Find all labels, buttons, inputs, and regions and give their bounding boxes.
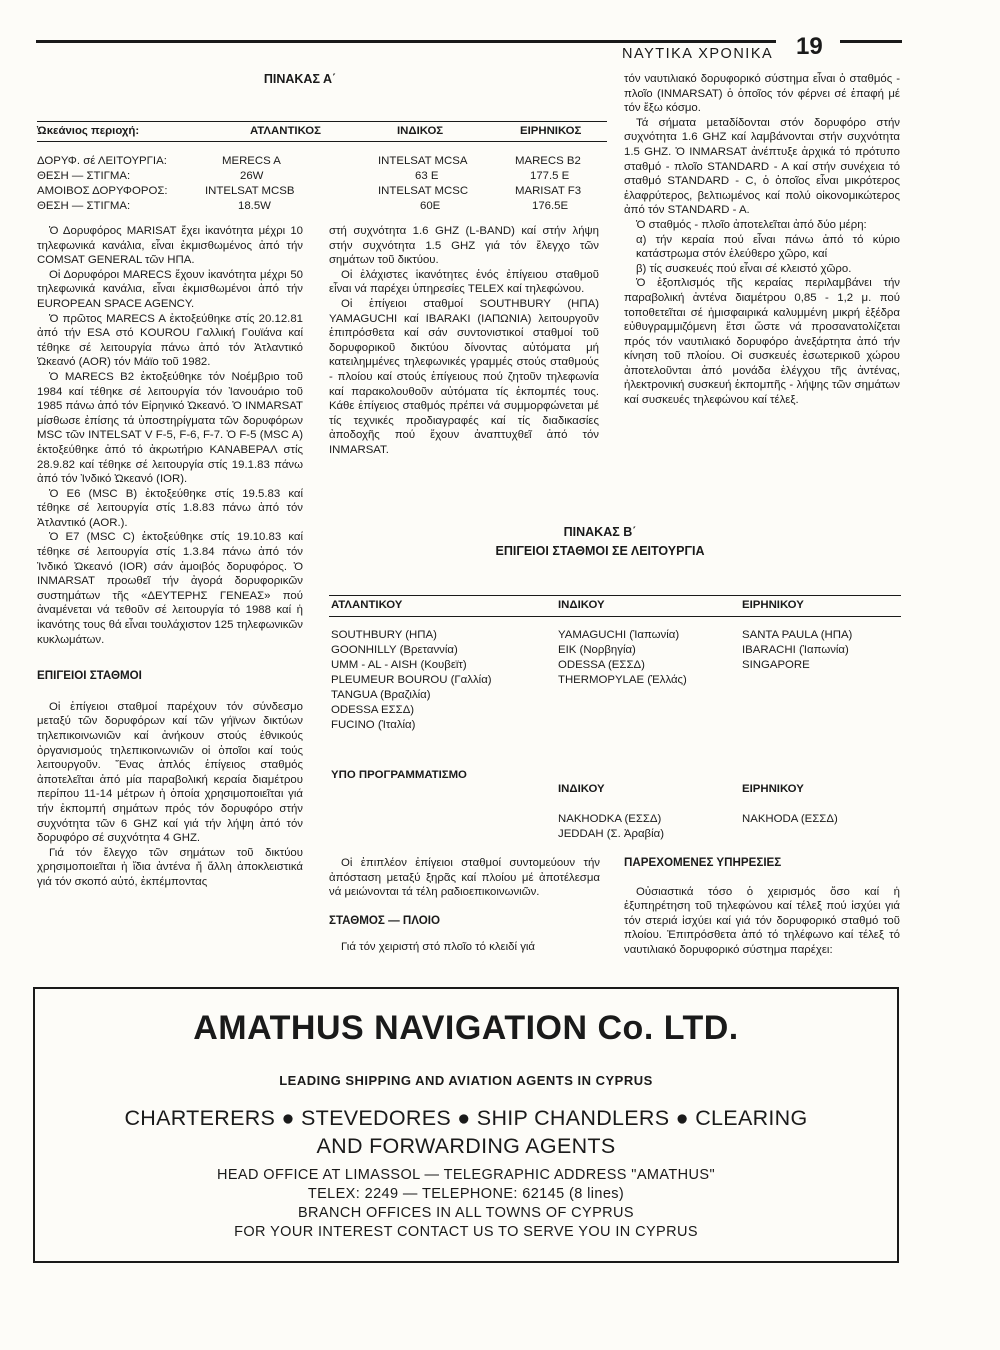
table-a-cell: 176.5E xyxy=(532,200,569,212)
table-a-cell: INTELSAT MCSA xyxy=(378,155,468,167)
table-a-cell: 63 E xyxy=(415,170,439,182)
paragraph: Ὁ πρῶτος MARECS A ἐκτοξεύθηκε στίς 20.12.81 ἀπό τήν ESA στό KOUROU Γαλλική Γουϊάνα καί τέθηκε σέ λειτουργία πάνω ἀπό τόν Ἀτλαντικό Ὠκεανό (AOR) τόν Μάϊο τοῦ 1982. xyxy=(37,312,303,369)
article-column-3 xyxy=(624,72,900,408)
table-a-cell: MARECS B2 xyxy=(515,155,581,167)
paragraph: Γιά τόν ἔλεγχο τῶν σημάτων τοῦ δικτύου χρησιμοποιεῖται ἡ ἴδια ἀντένα ἤ ἄλλη ἀποκλειστικά γιά τόν σκοπό αὐτό, ἐκπέμποντας xyxy=(37,846,303,888)
ad-head-office: HEAD OFFICE AT LIMASSOL — TELEGRAPHIC ADDRESS "AMATHUS" xyxy=(216,1167,715,1183)
table-b-col-pacific: ΕΙΡΗΝΙΚΟΥ xyxy=(742,599,804,611)
page-number: 19 xyxy=(796,33,823,60)
paragraph: Ὁ E6 (MSC B) ἐκτοξεύθηκε στίς 19.5.83 καί τέθηκε σέ λειτουργία στίς 1.8.83 πάνω ἀπό τόν Ἀτλαντικό (AOR.). xyxy=(37,487,303,529)
table-b-subtitle: ΕΠΙΓΕΙΟΙ ΣΤΑΘΜΟΙ ΣΕ ΛΕΙΤΟΥΡΓΙΑ xyxy=(495,544,705,558)
table-a-rule-mid xyxy=(37,141,607,142)
planned-indian-station: NAKHODKA (ΕΣΣΔ) xyxy=(558,813,662,825)
table-a-rule-top xyxy=(37,121,607,122)
atlantic-station: UMM - AL - AISH (Κουβεϊτ) xyxy=(331,659,467,671)
table-a-col-region: Ὠκεάνιος περιοχή: xyxy=(37,125,140,137)
planned-col-pacific: ΕΙΡΗΝΙΚΟΥ xyxy=(742,783,804,795)
ad-branch-offices: BRANCH OFFICES IN ALL TOWNS OF CYPRUS xyxy=(297,1205,634,1221)
paragraph: Οἱ ἐλάχιστες ἱκανότητες ἑνός ἐπίγειου σταθμοῦ εἶναι νά παρέχει ὑπηρεσίες TELEX καί τηλεφώνου. xyxy=(329,268,599,296)
table-a-cell: ΘΕΣΗ — ΣΤΙΓΜΑ: xyxy=(37,200,131,212)
article-column-2 xyxy=(329,224,599,458)
paragraph: Ὁ σταθμός - πλοῖο ἀποτελεῖται ἀπό δύο μέρη: xyxy=(636,218,867,231)
paragraph: Οἱ ἐπιπλέον ἐπίγειοι σταθμοί συντομεύουν τήν ἀπόσταση μεταξύ ξηρᾶς καί πλοίου μέ ἀποτέλεσμα νά μειώνονται τά τέλη ραδιοεπικοινωνιῶν. xyxy=(329,857,600,899)
magazine-name: ΝΑΥΤΙΚΑ ΧΡΟΝΙΚΑ xyxy=(622,46,774,62)
ad-services: CHARTERERS ● STEVEDORES ● SHIP CHANDLERS ● CLEARING xyxy=(124,1106,808,1130)
table-a-cell: 60E xyxy=(420,200,441,212)
atlantic-station: FUCINO (Ἰταλία) xyxy=(331,719,416,731)
table-a-col-pacific: ΕΙΡΗΝΙΚΟΣ xyxy=(520,125,582,137)
lower-right-column xyxy=(624,856,900,958)
table-a-col-indian: ΙΝΔΙΚΟΣ xyxy=(397,125,444,137)
table-a-cell: INTELSAT MCSB xyxy=(205,185,295,197)
table-b-title: ΠΙΝΑΚΑΣ Β΄ xyxy=(563,525,637,539)
table-a-cell: 26W xyxy=(240,170,264,182)
list-item: α) τήν κεραία πού εἶναι πάνω ἀπό τό κύριο κατάστρωμα στόν ἐλεύθερο χῶρο, καί xyxy=(636,233,900,261)
table-a-cell: INTELSAT MCSC xyxy=(378,185,469,197)
paragraph: στή συχνότητα 1.6 GHZ (L-BAND) καί στήν λήψη στήν συχνότητα 1.5 GHZ γιά τόν ἔλεγχο τῶν σημάτων τοῦ δικτύου. xyxy=(329,225,599,267)
paragraph: Οἱ ἐπίγειοι σταθμοί SOUTHBURY (ΗΠΑ) YAMAGUCHI καί IBARAKI (ΙΑΠΩΝΙΑ) λειτουργοῦν ἐπιπρόσθετα καί σάν συντονιστικοί σταθμοί τοῦ δορυφορικοῦ δικτύου δίνοντας αὐτόματα μή κατειλημμένες τηλεφωνικές γραμμές στούς σταθμούς - πλοίου καί στούς ἐπίγειους πού ζητοῦν τηλεφωνία καί παρακολουθοῦν αὐτόματα τίς ἐκπομπές τους. Κάθε ἐπίγειος σταθμός πρέπει νά συμμορφώνεται μέ τίς τεχνικές προδιαγραφές καί τίς διαδικασίες ἀποδοχῆς πού ἔχουν ἀναπτυχθεῖ ἀπό τόν INMARSAT. xyxy=(329,297,599,456)
paragraph: Ὁ E7 (MSC C) ἐκτοξεύθηκε στίς 19.10.83 καί τέθηκε σέ λειτουργία στίς 1.3.84 πάνω ἀπό τόν Ἰνδικό Ὠκεανό (IOR) σάν ἀμοιβός δορυφόρος. Ὁ INMARSAT προωθεῖ τήν ἀγορά δορυφορικῶν συστημάτων τῆς «ΔΕΥΤΕΡΗΣ ΓΕΝΕΑΣ» πού ἀναμένεται νά τεθοῦν σέ λειτουργία τό 1988 καί ἡ ἱκανότης τους θά εἶναι τουλάχιστον 125 τηλεφωνικῶν κυκλωμάτων. xyxy=(37,531,303,646)
table-a-cell: 18.5W xyxy=(238,200,271,212)
table-a-cell: MARISAT F3 xyxy=(515,185,582,197)
table-a-cell: ΔΟΡΥΦ. σέ ΛΕΙΤΟΥΡΓΙΑ: xyxy=(37,155,167,167)
table-a-title: ΠΙΝΑΚΑΣ Α΄ xyxy=(263,72,337,86)
pacific-station: SANTA PAULA (ΗΠΑ) xyxy=(742,629,853,641)
ad-services-2: AND FORWARDING AGENTS xyxy=(316,1134,616,1158)
equipment-list xyxy=(624,233,900,277)
atlantic-station: ODESSA ΕΣΣΔ) xyxy=(331,704,415,716)
table-a-cell: MERECS A xyxy=(222,155,281,167)
atlantic-station: PLEUMEUR BOUROU (Γαλλία) xyxy=(331,674,492,686)
pacific-station: IBARACHI (Ἰαπωνία) xyxy=(742,644,849,656)
indian-station: YAMAGUCHI (Ἰαπωνία) xyxy=(558,629,680,641)
ad-tagline: LEADING SHIPPING AND AVIATION AGENTS IN CYPRUS xyxy=(279,1073,653,1088)
paragraph: Ὁ Δορυφόρος MARISAT ἔχει ἱκανότητα μέχρι 10 τηλεφωνικά κανάλια, εἶναι ἐκμισθωμένος ἀπό τήν COMSAT GENERAL τῶν ΗΠΑ. xyxy=(37,225,303,267)
planned-pacific-station: NAKHODA (ΕΣΣΔ) xyxy=(742,813,838,825)
table-b-col-indian: ΙΝΔΙΚΟΥ xyxy=(558,599,605,611)
section-heading: ΕΠΙΓΕΙΟΙ ΣΤΑΘΜΟΙ xyxy=(37,669,142,683)
header-rule-left xyxy=(36,40,776,43)
lower-left-column xyxy=(329,856,600,955)
article-column-1 xyxy=(37,224,303,890)
ad-contact-line: FOR YOUR INTEREST CONTACT US TO SERVE YOU IN CYPRUS xyxy=(234,1224,698,1240)
ad-company-name: AMATHUS NAVIGATION Co. LTD. xyxy=(193,1009,739,1047)
atlantic-station: GOONHILLY (Βρεταννία) xyxy=(331,644,458,656)
section-heading: ΣΤΑΘΜΟΣ — ΠΛΟΙΟ xyxy=(329,913,440,927)
paragraph: Οἱ Δορυφόροι MARECS ἔχουν ἱκανότητα μέχρι 50 τηλεφωνικά κανάλια, εἶναι ἐκμισθωμένοι ἀπό τήν EUROPEAN SPACE AGENCY. xyxy=(37,268,303,310)
table-b-rule-mid xyxy=(329,616,901,617)
table-b-col-atlantic: ΑΤΛΑΝΤΙΚΟΥ xyxy=(331,599,403,611)
section-heading: ΠΑΡΕΧΟΜΕΝΕΣ ΥΠΗΡΕΣΙΕΣ xyxy=(624,856,782,869)
paragraph: Τά σήματα μεταδίδονται στόν δορυφόρο στήν συχνότητα 1.6 GHZ καί λαμβάνονται στήν συχνότητα 1.5 GHZ. Ὁ INMARSAT ἀνέπτυξε ἀρχικά τό πρότυπο σταθμό - πλοῖο STANDARD - A καί στήν συνέχεια τό σταθμό STANDARD - C, ὁ ὁποῖος εἶναι μικρότερος ἐλαφρύτερος, βελτιωμένος καί πολύ οἰκονομικώτερος ἀπό τόν STANDARD - A. xyxy=(624,116,900,217)
paragraph: τόν ναυτιλιακό δορυφορικό σύστημα εἶναι ὁ σταθμός - πλοῖο (INMARSAT) ὁ ὁποῖος τόν φέρνει σέ ἐπαφή μέ τόν ἔξω κόσμο. xyxy=(624,73,900,115)
advertisement-box xyxy=(33,987,899,1263)
indian-station: ODESSA (ΕΣΣΔ) xyxy=(558,659,645,671)
paragraph: Ὁ ἐξοπλισμός τῆς κεραίας περιλαμβάνει τήν παραβολική ἀντένα διαμέτρου 0,85 - 1,2 μ. πού τοποθετεῖται σέ ἡμισφαιρικά καλυμμένη μικρή ἐξέδρα εὐθυγραμμιζόμενη ἔτσι ὥστε νά προσανατολίζεται πρός τόν ναυτιλιακό δορυφόρο ἀνεξάρτητα ἀπό τήν κίνηση τοῦ πλοίου. Οἱ συσκευές ἐσωτερικοῦ χώρου ἀποτελοῦνται ἀπό μονάδα ἐλέγχου τῆς ἀντένας, ἠλεκτρονική συσκευή ἐκπομπῆς - λήψης τῶν σημάτων καί συσκευές τηλεφώνου καί τέλεξ. xyxy=(624,277,900,407)
atlantic-station: TANGUA (Βραζιλία) xyxy=(331,689,431,701)
table-b-rule-top xyxy=(329,595,901,596)
table-a-cell: 177.5 E xyxy=(530,170,570,182)
paragraph: Ὁ MARECS B2 ἐκτοξεύθηκε τόν Νοέμβριο τοῦ 1984 καί τέθηκε σέ λειτουργία τόν Ἰανουάριο τοῦ 1985 πάνω ἀπό τόν Εἰρηνικό Ὠκεανό. Ὁ INMARSAT μίσθωσε ἐπίσης τά ὑποστηρίγματα τῶν δορυφόρων MSC τῶν INTELSAT V F-5, F-6, F-7. Ὁ F-5 (MSC A) ἐκτοξεύθηκε ἀπό τό ἀκρωτήριο KANABEPAΛ στίς 28.9.82 καί τέθηκε σέ λειτουργία στίς 19.1.83 πάνω ἀπό τόν Ἰνδικό Ὠκεανό (IOR). xyxy=(37,370,303,486)
indian-station: THERMOPYLAE (Ἑλλάς) xyxy=(558,674,687,686)
paragraph: Οὐσιαστικά τόσο ὁ χειρισμός ὅσο καί ἡ ἐξυπηρέτηση τοῦ τηλεφώνου καί τέλεξ πού ἰσχύει γιά τόν στεριά ἰσχύει καί γιά τόν δορυφορικό σταθμό τοῦ πλοίου. Ἐπιπρόσθετα ἀπό τό τηλέφωνο καί τέλεξ τό ναυτιλιακό δορυφορικό σύστημα παρέχει: xyxy=(624,885,900,956)
table-a-cell: ΑΜΟΙΒΟΣ ΔΟΡΥΦΟΡΟΣ: xyxy=(37,185,168,197)
pacific-station: SINGAPORE xyxy=(742,659,810,671)
planned-label: ΥΠΟ ΠΡΟΓΡΑΜΜΑΤΙΣΜΟ xyxy=(331,769,467,781)
paragraph: Γιά τόν χειριστή στό πλοῖο τό κλειδί γιά xyxy=(341,941,536,954)
ad-telex-telephone: TELEX: 2249 — TELEPHONE: 62145 (8 lines) xyxy=(307,1186,625,1202)
atlantic-station: SOUTHBURY (ΗΠΑ) xyxy=(331,629,437,641)
table-a-cell: ΘΕΣΗ — ΣΤΙΓΜΑ: xyxy=(37,170,131,182)
paragraph: Οἱ ἐπίγειοι σταθμοί παρέχουν τόν σύνδεσμο μεταξύ τῶν δορυφόρων καί τῶν γήϊνων δικτύων τηλεπικοινωνιῶν καί ἀνήκουν στούς ἐθνικούς ὀργανισμούς τηλεπικοινωνιῶν οἱ ὁποῖοι καί τούς λειτουργοῦν. Ἕνας ἁπλός ἐπίγειος σταθμός ἀποτελεῖται ἀπό μία παραβολική κεραία διαμέτρου περίπου 11-14 μέτρων ἡ ὁποία χρησιμοποιεῖται γιά τήν ἐκπομπή σημάτων πρός τόν δορυφόρο στήν συχνότητα τῶν 6 GHZ καί γιά τήν λήψη ἀπό τόν δορυφόρο σέ συχνότητα 4 GHZ. xyxy=(37,700,303,845)
list-item: β) τίς συσκευές πού εἶναι σέ κλειστό χῶρο. xyxy=(636,262,852,275)
indian-station: EIK (Νορβηγία) xyxy=(558,644,636,656)
planned-indian-station: JEDDAH (Σ. Ἀραβία) xyxy=(558,828,665,840)
table-a-col-atlantic: ΑΤΛΑΝΤΙΚΟΣ xyxy=(250,125,321,137)
header-rule-right xyxy=(840,40,902,43)
planned-col-indian: ΙΝΔΙΚΟΥ xyxy=(558,783,605,795)
